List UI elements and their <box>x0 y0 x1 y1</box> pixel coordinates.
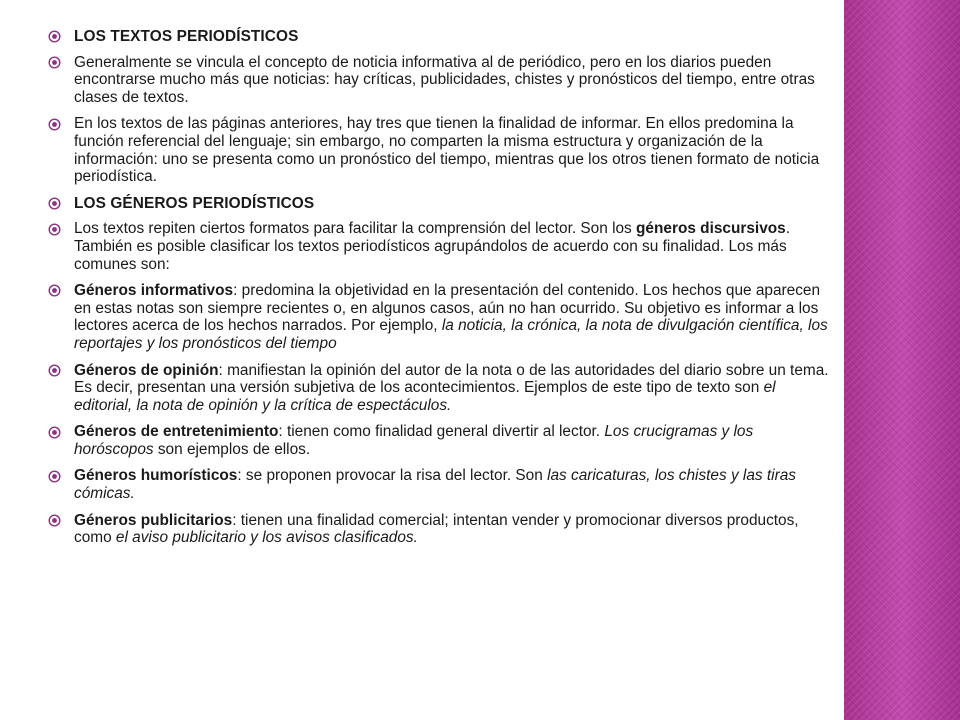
bullet-paragraph <box>48 115 836 185</box>
target-circle-icon <box>48 220 74 238</box>
text-segment: : tienen como finalidad general divertir al lector. <box>278 423 605 441</box>
text-italic: las caricaturas, los chistes y las tiras cómicas. <box>74 467 796 503</box>
target-circle-icon <box>48 467 74 485</box>
bullet-text <box>74 282 836 352</box>
text-bold: Géneros de entretenimiento <box>74 423 279 441</box>
text-italic: la noticia, la crónica, la nota de divulgación científica, los reportajes y los pronósticos del tiempo <box>74 317 828 352</box>
bullet-text <box>74 512 836 547</box>
text-segment: son ejemplos de ellos. <box>153 440 311 458</box>
bullet-text <box>74 467 836 502</box>
text-italic: el aviso publicitario y los avisos clasificados. <box>115 529 418 547</box>
target-circle-icon <box>48 195 74 213</box>
text-italic: Los crucigramas y los horóscopos <box>74 423 754 458</box>
decorative-side-band <box>844 0 960 720</box>
text-segment: : manifiestan la opinión del autor de la nota o de las autoridades del diario sobre un tema. Es decir, presentan una versión subjetiva de los acontecimientos. Ejemplos de este tipo de texto son <box>74 361 829 397</box>
bullet-paragraph <box>48 220 836 273</box>
bullet-generos-publicitarios <box>48 512 836 547</box>
bullet-heading-generos <box>48 195 836 213</box>
target-circle-icon <box>48 423 74 441</box>
text-bold: Géneros humorísticos <box>74 467 238 485</box>
target-circle-icon <box>48 362 74 380</box>
text-bold: géneros discursivos <box>636 220 786 238</box>
text-segment: : se proponen provocar la risa del lector. Son <box>237 467 548 485</box>
text-segment: : predomina la objetividad en la presentación del contenido. Los hechos que aparecen en estas notas son siempre recientes o, en algunos casos, aún no han ocurrido. Su objetivo es informar a los lectores acerca de los hechos narrados. Por ejemplo, <box>74 282 821 335</box>
bullet-text <box>74 220 836 273</box>
text-bold: Géneros publicitarios <box>74 511 233 529</box>
target-circle-icon <box>48 28 74 46</box>
bullet-text <box>74 195 836 213</box>
text-segment: Generalmente se vincula el concepto de noticia informativa al de periódico, pero en los diarios pueden encontrarse mucho más que noticias: hay críticas, publicidades, chistes y pronósticos del tiempo, entre otras clases de textos. <box>74 53 815 106</box>
bullet-text <box>74 115 836 185</box>
slide-content <box>48 28 836 556</box>
bullet-generos-humoristicos <box>48 467 836 502</box>
target-circle-icon <box>48 54 74 72</box>
text-segment: En los textos de las páginas anteriores, hay tres que tienen la finalidad de informar. En ellos predomina la función referencial del lenguaje; sin embargo, no comparten la misma estructura y organización de la información: uno se presenta como un pronóstico del tiempo, mientras que los otros tienen formato de noticia periodística. <box>74 115 820 186</box>
text-segment: Los textos repiten ciertos formatos para facilitar la comprensión del lector. Son los <box>74 220 637 238</box>
text-bold: Géneros de opinión <box>74 361 219 379</box>
bullet-generos-opinion <box>48 362 836 415</box>
bullet-text <box>74 28 836 46</box>
bullet-paragraph <box>48 54 836 107</box>
bullet-text <box>74 54 836 107</box>
bullet-text <box>74 423 836 458</box>
bullet-generos-informativos <box>48 282 836 352</box>
target-circle-icon <box>48 282 74 300</box>
text-segment: : tienen una finalidad comercial; intentan vender y promocionar diversos productos, como <box>74 511 799 547</box>
bullet-text <box>74 362 836 415</box>
text-segment: . También es posible clasificar los textos periodísticos agrupándolos de acuerdo con su finalidad. Los más comunes son: <box>74 220 791 273</box>
text-title: LOS GÉNEROS PERIODÍSTICOS <box>74 194 315 212</box>
text-italic: el editorial, la nota de opinión y la crítica de espectáculos. <box>74 379 776 414</box>
bullet-heading-textos <box>48 28 836 46</box>
bullet-generos-entretenimiento <box>48 423 836 458</box>
text-bold: Géneros informativos <box>74 282 234 300</box>
target-circle-icon <box>48 115 74 133</box>
target-circle-icon <box>48 512 74 530</box>
text-title: LOS TEXTOS PERIODÍSTICOS <box>74 28 299 45</box>
